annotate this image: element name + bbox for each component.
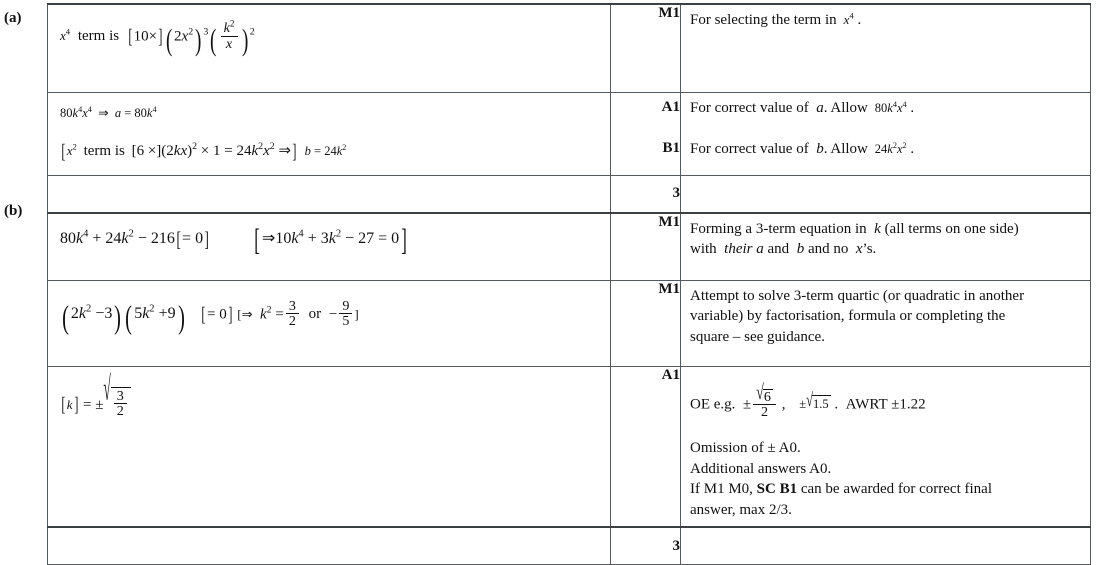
- notes-cell-empty: [681, 175, 1091, 213]
- working-cell: [48, 366, 611, 527]
- table-row-total: [48, 527, 1091, 565]
- mark-b1: B1: [662, 140, 680, 156]
- note-line-3: square – see guidance.: [690, 328, 825, 345]
- note-oe-label: OE e.g.: [690, 396, 736, 413]
- note-sc-post: can be awarded for correct final: [800, 481, 992, 498]
- note-line-1b: (all terms on one side): [884, 220, 1019, 237]
- working-final-answer: [k] = ±√ $\frac{3}{2}$: [48, 367, 610, 522]
- mark-cell: A1: [611, 366, 681, 527]
- note-additional: Additional answers A0.: [690, 460, 832, 477]
- mark-cell: [611, 93, 681, 176]
- mark-a1: A1: [661, 99, 680, 115]
- table-row: [48, 213, 1091, 281]
- note-sc-line2: answer, max 2/3.: [690, 501, 792, 518]
- note-line-1: Attempt to solve 3-term quartic (or quadratic in another: [690, 287, 1025, 304]
- notes-cell: [681, 213, 1091, 281]
- table-row: [48, 280, 1091, 366]
- note-text-a1: For correct value of a. Allow $80k^4x^4$ .: [690, 99, 915, 116]
- note-omission: Omission of ± A0.: [690, 440, 801, 457]
- note-line-2d: and no: [807, 241, 849, 257]
- note-prefix: For correct value of: [690, 100, 809, 116]
- working-cell: [48, 213, 611, 281]
- note-line-1a: Forming a 3-term equation in: [690, 220, 867, 237]
- notes-cell-empty: [681, 527, 1091, 565]
- working-line-a: $80k^4x^4$ ⇒ $a = 80k^4$: [60, 104, 157, 120]
- note-prefix: For correct value of: [690, 140, 809, 157]
- table-row: [48, 93, 1091, 176]
- working-equation: $80k^4 + 24k^2 - 216[= 0]$ [ $\Rightarrow 10k^4 + 3k^2 - 27 = 0$]: [60, 223, 408, 258]
- note-text-extra: [681, 427, 1090, 526]
- note-mid: . Allow: [823, 100, 868, 116]
- notes-cell: [681, 366, 1091, 527]
- note-line-2a: with: [690, 241, 717, 257]
- note-text-oe: OE e.g. ± $\frac{√6}{2}$ , ±√1.5 . AWRT ±1.22: [690, 380, 926, 421]
- working-cell-empty: [48, 527, 611, 565]
- or-label: or: [308, 305, 322, 322]
- term-is-label-2: term is: [83, 142, 125, 159]
- mark-scheme-table: [47, 3, 1091, 565]
- note-sc-pre: If M1 M0,: [690, 481, 753, 498]
- notes-cell: [681, 4, 1091, 93]
- note-text: Forming a 3-term equation in k (all terms on one side) with their a and b and no x’s.: [690, 220, 1019, 257]
- table-row: [48, 366, 1091, 527]
- working-cell: [48, 4, 611, 93]
- working-expression: $x^4$ term is [10×] ( $2x^2$) $^3$( $\frac{k^2}{x}$ ) $^2$: [60, 19, 255, 57]
- note-text: For selecting the term in $x^4$ .: [690, 10, 862, 28]
- note-text-b1: For correct value of b. Allow $24k^2x^2$ .: [690, 140, 915, 157]
- note-prefix: For selecting the term in: [690, 12, 837, 28]
- note-line-2: variable) by factorisation, formula or completing the: [690, 308, 1006, 324]
- working-factorisation: ( $2k^2 -3$) ( $5k^2 +9$) [= 0] [⇒ $k^2$ = $\frac{3}{2}$ or − $\frac{9}{5}$ ]: [62, 297, 359, 336]
- working-line-b: [$x^2$ term is $[6 \times](2kx)^2 \times 1 = 24k^2x^2$ ⇒] $b = 24k^2$: [61, 140, 347, 163]
- total-mark-a: 3: [611, 175, 681, 213]
- note-mid: . Allow: [823, 140, 868, 157]
- note-awrt: AWRT ±1.22: [845, 396, 926, 413]
- part-label-column: [0, 0, 47, 518]
- note-line-2c: and: [767, 241, 790, 257]
- note-text: [681, 281, 1090, 354]
- notes-cell: [681, 280, 1091, 366]
- term-is-label: term is: [77, 28, 120, 45]
- part-label-b: (b): [4, 203, 23, 219]
- working-cell-empty: [48, 175, 611, 213]
- mark-cell: M1: [611, 4, 681, 93]
- note-sc-bold: SC B1: [756, 481, 798, 498]
- table-row: [48, 4, 1091, 93]
- mark-cell: M1: [611, 213, 681, 281]
- table-row-total: [48, 175, 1091, 213]
- working-cell: [48, 93, 611, 176]
- mark-cell: M1: [611, 280, 681, 366]
- part-label-a: (a): [4, 10, 22, 26]
- working-cell: [48, 280, 611, 366]
- notes-cell: [681, 93, 1091, 176]
- note-line-2e: ’s.: [862, 241, 877, 257]
- total-mark-b: 3: [611, 527, 681, 565]
